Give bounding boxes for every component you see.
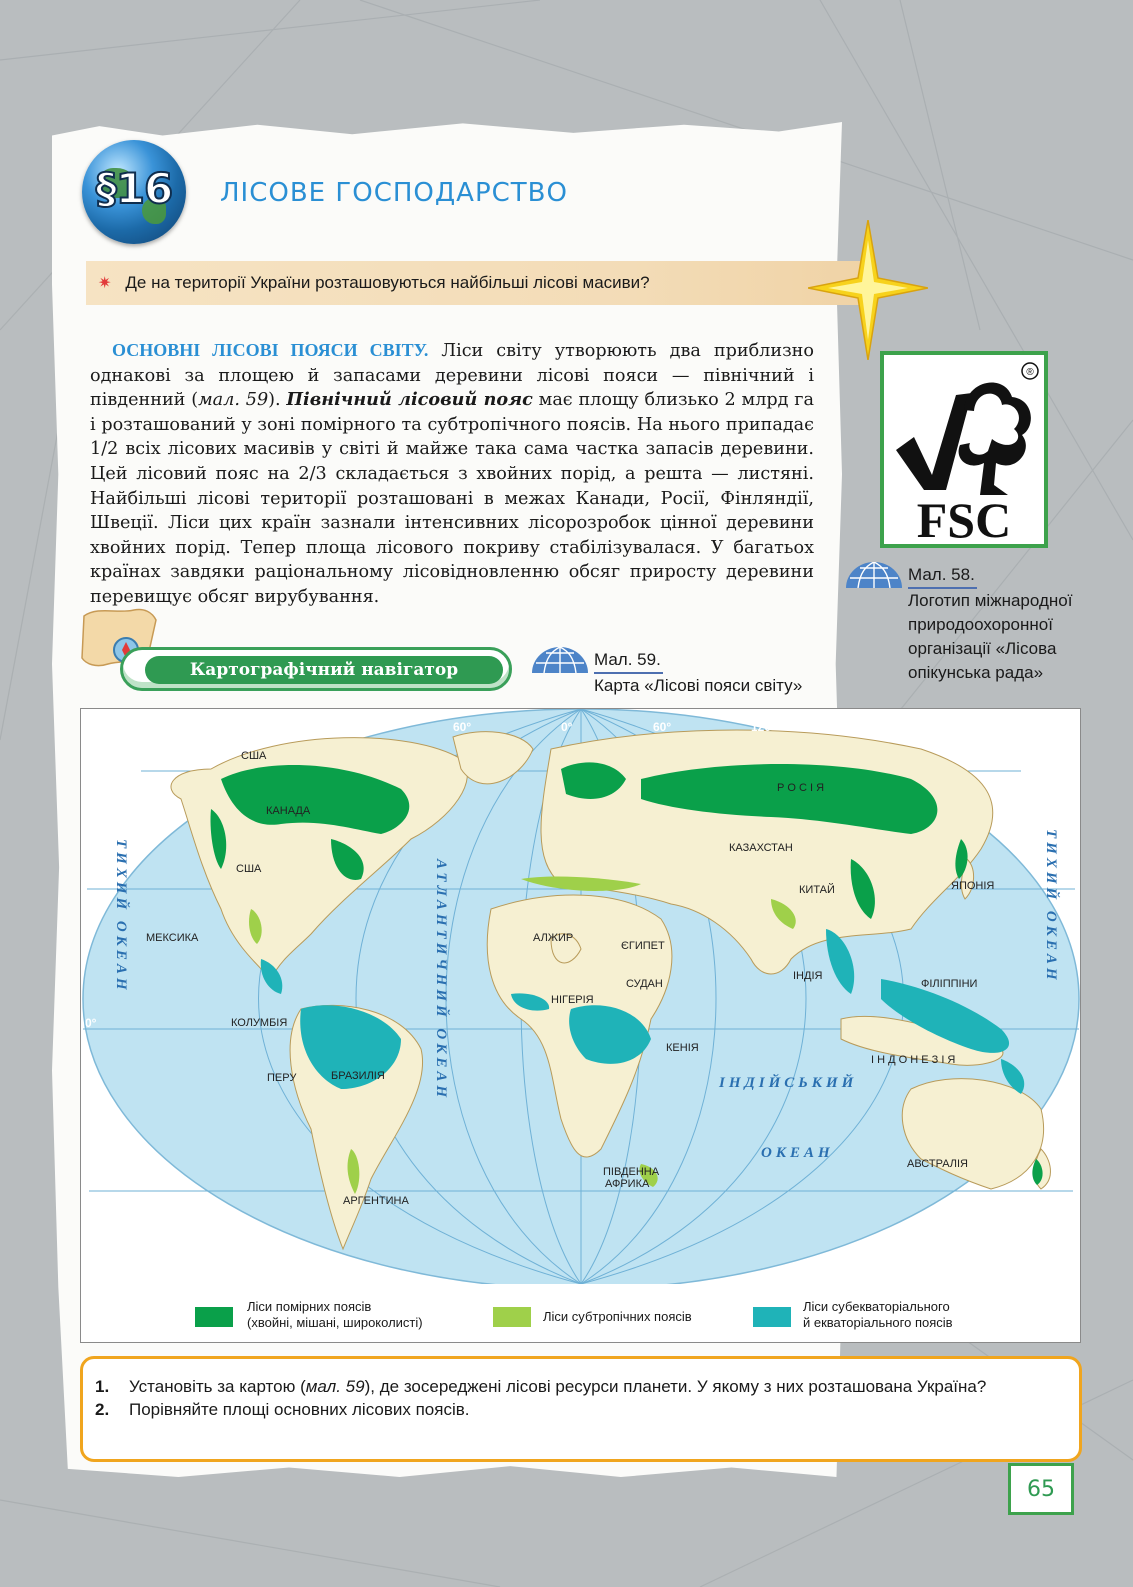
label-argentina: АРГЕНТИНА — [343, 1195, 409, 1207]
lat-label: 60° — [167, 758, 186, 772]
label-pacific-west: ТИХИЙ ОКЕАН — [113, 839, 129, 994]
label-china: КИТАЙ — [799, 884, 835, 896]
label-mexico: МЕКСИКА — [146, 932, 199, 944]
task-text: Порівняйте площі основних лісових поясів. — [129, 1400, 470, 1419]
label-kazakhstan: КАЗАХСТАН — [729, 842, 793, 854]
task-item — [95, 1398, 1063, 1421]
label-colombia: КОЛУМБІЯ — [231, 1017, 288, 1029]
lon-label: 120° — [751, 720, 776, 734]
body-paragraph — [90, 338, 814, 610]
label-canada: КАНАДА — [266, 805, 311, 817]
navigator-label: Картографічний навігатор — [145, 656, 503, 684]
label-brazil: БРАЗИЛІЯ — [331, 1070, 385, 1082]
lon-label: 0° — [561, 720, 573, 734]
label-australia: АВСТРАЛІЯ — [907, 1158, 969, 1170]
legend-text: Ліси субтропічних поясів — [543, 1309, 692, 1324]
body-text-1: Ліси світу утворюють два приблизно однакові за площею й запасами деревини лісові пояси — північний і південний ( — [90, 341, 814, 411]
page-title: ЛІСОВЕ ГОСПОДАРСТВО — [220, 178, 568, 208]
figure-59-number: Мал. 59. — [594, 648, 663, 674]
registered-mark: ® — [1026, 367, 1034, 378]
intro-question-text: Де на території України розташовуються найбільші лісові масиви? — [125, 273, 650, 292]
key-term: Північний лісовий пояс — [286, 389, 533, 411]
fsc-logo — [880, 351, 1048, 548]
figure-58-text: Логотип міжнародної природоохоронної організації «Лісова опікунська рада» — [908, 591, 1073, 682]
figure-58-caption — [908, 563, 1098, 685]
label-south-africa-1: ПІВДЕННА — [603, 1166, 660, 1178]
lat-label: 30° — [87, 1178, 106, 1192]
label-indian-2: ОКЕАН — [761, 1145, 834, 1161]
lat-label: 0° — [85, 1016, 97, 1030]
body-text-2: ). — [268, 390, 287, 411]
lon-label: 180° — [861, 720, 886, 734]
task-item — [95, 1375, 1063, 1398]
task-text-part: Установіть за картою ( — [129, 1377, 306, 1396]
globe-caption-icon — [530, 647, 590, 673]
section-number: §16 — [95, 164, 173, 213]
label-india: ІНДІЯ — [793, 970, 823, 982]
label-japan: ЯПОНІЯ — [951, 880, 995, 892]
asterisk-icon: ✷ — [98, 275, 112, 292]
label-philippines: ФІЛІППІНИ — [921, 978, 978, 990]
legend-text: й екваторіального поясів — [803, 1315, 953, 1330]
label-pacific-east: ТИХИЙ ОКЕАН — [1043, 829, 1059, 984]
map-legend — [81, 1289, 1080, 1341]
legend-swatch-temperate — [195, 1307, 233, 1327]
cartographic-navigator-banner — [120, 647, 512, 691]
label-kenya: КЕНІЯ — [666, 1042, 699, 1054]
label-russia: Р О С І Я — [777, 782, 825, 794]
task-text — [129, 1375, 986, 1398]
legend-label-equatorial — [803, 1299, 953, 1331]
globe-caption-icon — [844, 562, 904, 588]
task-number: 1. — [95, 1377, 110, 1396]
compass-star-icon — [808, 220, 928, 360]
lon-label: 120° — [344, 720, 369, 734]
subheading: ОСНОВНІ ЛІСОВІ ПОЯСИ СВІТУ. — [112, 340, 429, 360]
fsc-tree-icon — [884, 355, 1044, 544]
label-sudan: СУДАН — [626, 978, 663, 990]
tasks-box — [80, 1356, 1082, 1462]
lon-label: 60° — [453, 720, 472, 734]
label-nigeria: НІГЕРІЯ — [551, 994, 594, 1006]
label-south-africa-2: АФРИКА — [605, 1178, 650, 1190]
body-text-3: має площу близько 2 млрд га і розташований у зоні помірного та субтропічного поясів. На нього припадає 1/2 всіх лісових масивів у світі й майже така сама частка запасів деревини. Цей лісовий пояс на 2/3 складається з хвойних порід, а решта — листяні. Найбільші лісові території розташовані в межах Канади, Росії, Фінляндії, Швеції. Ліси цих країн зазнали інтенсивних лісорозробок цінної деревини хвойних порід. Тепер площа лісового покриву стабілізувалася. У багатьох країнах завдяки раціональному лісовідновленню обсяг приросту деревини перевищує обсяг вирубування. — [90, 390, 814, 607]
figure-ref: мал. 59 — [305, 1377, 365, 1396]
legend-swatch-subtropical — [493, 1307, 531, 1327]
figure-58-number: Мал. 58. — [908, 563, 977, 589]
legend-text: Ліси помірних поясів — [247, 1299, 372, 1314]
label-egypt: ЄГИПЕТ — [621, 940, 665, 952]
figure-59-text: Карта «Лісові пояси світу» — [594, 676, 803, 695]
label-indonesia: І Н Д О Н Е З І Я — [871, 1054, 956, 1066]
fsc-text: FSC — [916, 492, 1012, 544]
page-number: 65 — [1008, 1463, 1074, 1515]
label-atlantic: АТЛАНТИЧНИЙ ОКЕАН — [433, 859, 449, 1102]
legend-label-temperate — [247, 1299, 423, 1331]
figure-ref: мал. 59 — [198, 390, 269, 411]
label-usa: США — [236, 863, 262, 875]
legend-label-subtropical — [543, 1309, 692, 1325]
world-forest-map — [80, 708, 1081, 1343]
intro-question — [86, 261, 866, 305]
legend-text: (хвойні, мішані, широколисті) — [247, 1315, 423, 1330]
lat-label: 30° — [85, 876, 104, 890]
label-peru: ПЕРУ — [267, 1072, 297, 1084]
map-canvas — [81, 709, 1080, 1284]
figure-59-caption — [594, 648, 834, 698]
label-usa-alaska: США — [241, 750, 267, 762]
task-text-part: ), де зосереджені лісові ресурси планети. У якому з них розташована Україна? — [364, 1377, 987, 1396]
legend-swatch-equatorial — [753, 1307, 791, 1327]
label-indian-1: ІНДІЙСЬКИЙ — [719, 1075, 858, 1091]
legend-text: Ліси субекваторіального — [803, 1299, 950, 1314]
label-algeria: АЛЖИР — [533, 932, 574, 944]
lon-label: 60° — [653, 720, 672, 734]
task-number: 2. — [95, 1400, 110, 1419]
